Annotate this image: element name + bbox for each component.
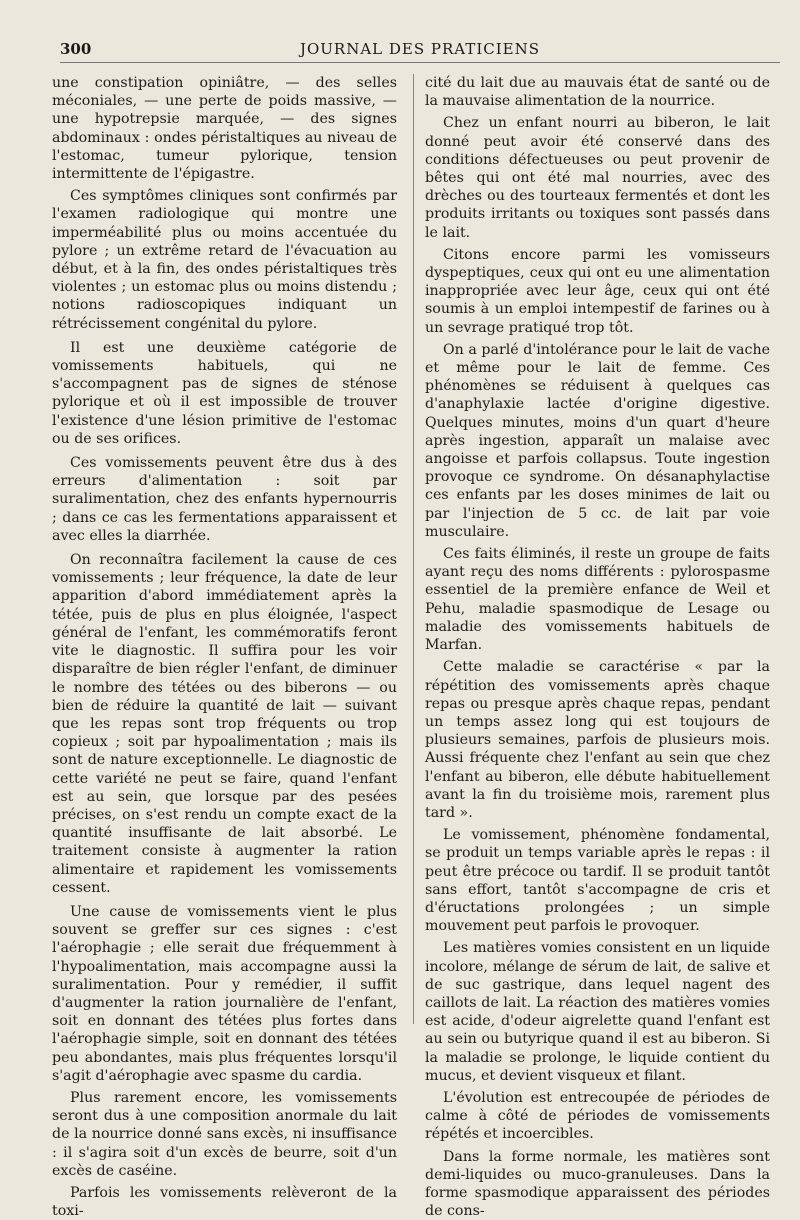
paragraph: Il est une deuxième catégorie de vomissements habituels, qui ne s'accompagnent pas de signes de sténose pylorique et où il est impossible de trouver l'existence d'une lésion primitive de l'estomac ou de ses orifices. — [52, 339, 397, 447]
paragraph: On reconnaîtra facilement la cause de ces vomissements ; leur fréquence, la date de leur apparition d'abord immédiatement après la tétée, puis de plus en plus éloignée, l'aspect général de l'enfant, les commémoratifs feront vite le diagnostic. Il suffira pour les voir disparaître de bien régler l'enfant, de diminuer le nombre des tétées ou des biberons — ou bien de réduire la quantité de lait — suivant que les repas sont trop fréquents ou trop copieux ; soit par hypoalimentation ; mais ils sont de nature exceptionnelle. Le diagnostic de cette variété ne peut se faire, quand l'enfant est au sein, que lorsque par des pesées précises, on s'est rendu un compte exact de la quantité insuffisante de lait absorbé. Le traitement consiste à augmenter la ration alimentaire et rapidement les vomissements cessent. — [52, 552, 397, 896]
paragraph: Une cause de vomissements vient le plus souvent se greffer sur ces signes : c'est l'aérophagie ; elle serait due fréquemment à l'hypoalimentation, mais accompagne aussi la suralimentation. Pour y remédier, il suffit d'augmenter la ration journalière de l'enfant, soit en donnant des tétées plus fortes dans l'aérophagie simple, soit en donnant des tétées peu abondantes, mais plus fréquentes lorsqu'il s'agit d'aérophagie avec spasme du cardia. — [52, 903, 397, 1084]
paragraph: Dans la forme normale, les matières sont demi-liquides ou muco-granuleuses. Dans la forme spasmodique apparaissent des périodes de cons- — [425, 1148, 770, 1220]
journal-title: JOURNAL DES PRATICIENS — [299, 40, 541, 58]
paragraph: Parfois les vomissements relèveront de la toxi- — [52, 1184, 397, 1220]
paragraph: Ces faits éliminés, il reste un groupe de faits ayant reçu des noms différents : pylorospasme essentiel de la première enfance de Weil et Pehu, maladie spasmodique de Lesage ou maladie des vomissements habituels de Marfan. — [425, 546, 770, 654]
paragraph: Le vomissement, phénomène fondamental, se produit un temps variable après le repas : il peut être précoce ou tardif. Il se produit tantôt sans effort, tantôt s'accompagne de cris et d'éructations prolongées ; un simple mouvement peut parfois le provoquer. — [425, 827, 770, 935]
page-number: 300 — [60, 40, 92, 58]
paragraph: Plus rarement encore, les vomissements seront dus à une composition anormale du lait de la nourrice donné sans excès, ni insuffisance : il s'agira soit d'un excès de beurre, soit d'un excès de caséine. — [52, 1089, 397, 1179]
paragraph: Citons encore parmi les vomisseurs dyspeptiques, ceux qui ont eu une alimentation inappropriée avec leur âge, ceux qui ont été soumis à un emploi intempestif de farines ou à un sevrage pratiqué trop tôt. — [425, 246, 770, 336]
column-divider — [413, 74, 414, 1024]
paragraph: Ces vomissements peuvent être dus à des erreurs d'alimentation : soit par suralimentation, chez des enfants hypernourris ; dans ce cas les fermentations apparaissent et avec elles la diarrhée. — [52, 455, 397, 544]
paragraph: Chez un enfant nourri au biberon, le lait donné peut avoir été conservé dans des conditions défectueuses ou peut provenir de bêtes qui ont été mal nourries, avec des drèches ou des tourteaux fermentés et dont les produits irritants ou toxiques sont passés dans le lait. — [425, 115, 770, 241]
running-header — [60, 36, 780, 63]
paragraph: Les matières vomies consistent en un liquide incolore, mélange de sérum de lait, de salive et de suc gastrique, dans lequel nagent des caillots de lait. La réaction des matières vomies est acide, d'odeur aigrelette quand l'enfant est au sein ou butyrique quand il est au biberon. Si la maladie se prolonge, le liquide contient du mucus, et devient visqueux et filant. — [425, 940, 770, 1084]
right-column — [425, 74, 770, 1220]
paragraph: Cette maladie se caractérise « par la répétition des vomissements après chaque repas ou presque après chaque repas, pendant un temps assez long qui est toujours de plusieurs semaines, parfois de plusieurs mois. Aussi fréquente chez l'enfant au sein que chez l'enfant au biberon, elle débute habituellement avant la fin du troisième mois, rarement plus tard ». — [425, 659, 770, 821]
paragraph: cité du lait due au mauvais état de santé ou de la mauvaise alimentation de la nourrice. — [425, 75, 770, 110]
paragraph: L'évolution est entrecoupée de périodes de calme à côté de périodes de vomissements répétés et incoercibles. — [425, 1089, 770, 1143]
left-column — [52, 74, 397, 1220]
paragraph: une constipation opiniâtre, — des selles méconiales, — une perte de poids massive, — une hypotrepsie marquée, — des signes abdominaux : ondes péristaltiques au niveau de l'estomac, tumeur pylorique, tension intermittente de l'épigastre. — [52, 75, 397, 183]
paragraph: Ces symptômes cliniques sont confirmés par l'examen radiologique qui montre une imperméabilité plus ou moins accentuée du pylore ; un extrême retard de l'évacuation au début, et à la fin, des ondes péristaltiques très violentes ; un estomac plus ou moins distendu ; notions radioscopiques indiquant un rétrécissement congénital du pylore. — [52, 188, 397, 332]
paragraph: On a parlé d'intolérance pour le lait de vache et même pour le lait de femme. Ces phénomènes se réduisent à quelques cas d'anaphylaxie lactée d'origine digestive. Quelques minutes, moins d'un quart d'heure après ingestion, apparaît un malaise avec angoisse et parfois collapsus. Toute ingestion provoque ce syndrome. On désanaphylactise ces enfants par les doses minimes de lait ou par l'injection de 5 cc. de lait par voie musculaire. — [425, 341, 770, 540]
